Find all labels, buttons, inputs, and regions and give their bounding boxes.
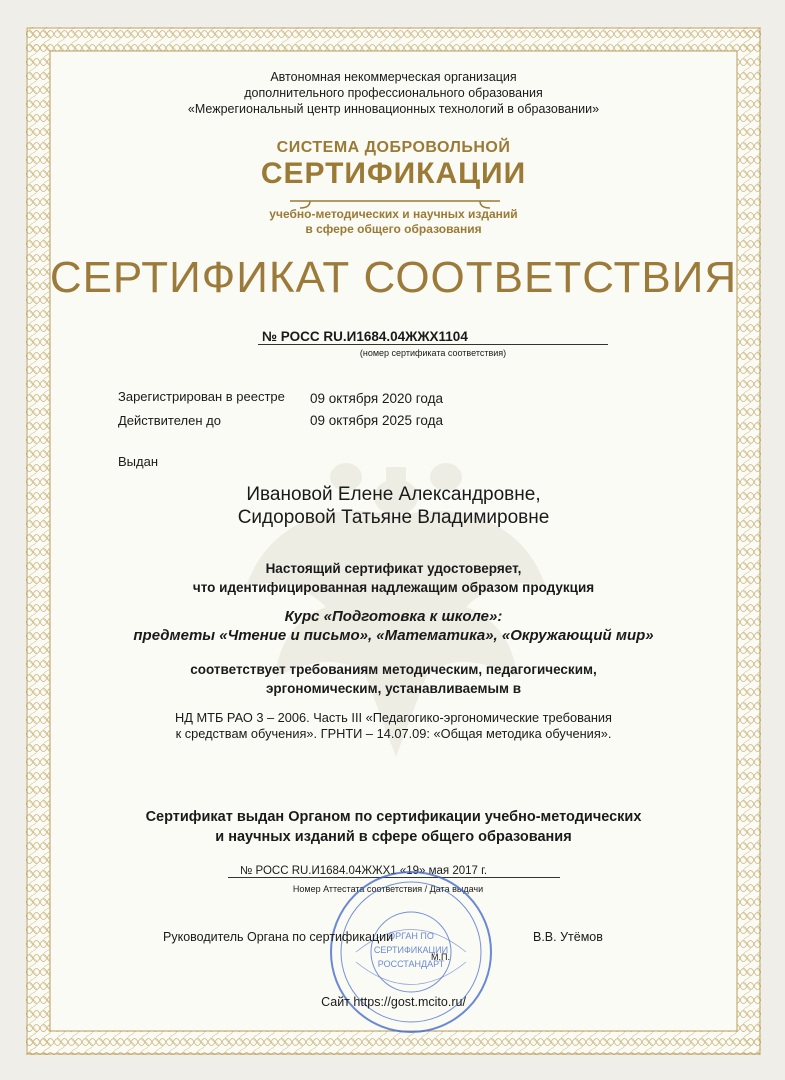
complies-line: соответствует требованиям методическим, педагогическим, bbox=[190, 662, 597, 677]
logo-subtitle-line1: учебно-методических и научных изданий bbox=[269, 207, 518, 221]
issuing-body bbox=[26, 807, 761, 847]
svg-text:ОРГАН ПО: ОРГАН ПО bbox=[388, 931, 434, 941]
valid-until-date: 09 октября 2025 года bbox=[310, 413, 443, 428]
complies-line: эргономическим, устанавливаемым в bbox=[265, 681, 522, 696]
issued-to-label: Выдан bbox=[118, 454, 159, 469]
product-line: предметы «Чтение и письмо», «Математика», «Окружающий мир» bbox=[133, 627, 654, 644]
organization-header bbox=[26, 69, 761, 117]
svg-text:РОССТАНДАРТ: РОССТАНДАРТ bbox=[377, 959, 445, 969]
logo-title-line1: СИСТЕМА ДОБРОВОЛЬНОЙ bbox=[276, 139, 511, 156]
registered-date: 09 октября 2020 года bbox=[310, 391, 443, 406]
certifies-text bbox=[26, 559, 761, 597]
certifies-line: Настоящий сертификат удостоверяет, bbox=[265, 561, 522, 576]
recipient-name: Сидоровой Татьяне Владимировне bbox=[237, 507, 550, 528]
standard-line: к средствам обучения». ГРНТИ – 14.07.09: «Общая методика обучения». bbox=[175, 726, 612, 741]
org-line: дополнительного профессионального образования bbox=[244, 86, 543, 100]
certificate-number-caption: (номер сертификата соответствия) bbox=[359, 348, 507, 358]
certificate-number: № РОСС RU.И1684.04ЖЖХ1104 bbox=[258, 329, 608, 345]
org-line: «Межрегиональный центр инновационных технологий в образовании» bbox=[187, 102, 600, 116]
product-description bbox=[26, 607, 761, 645]
issuer-line: Сертификат выдан Органом по сертификации учебно-методических bbox=[145, 809, 642, 825]
complies-text bbox=[26, 660, 761, 698]
certifies-line: что идентифицированная надлежащим образом продукция bbox=[192, 580, 595, 595]
website-url: Сайт https://gost.mcito.ru/ bbox=[321, 995, 466, 1009]
attestation-number: № РОСС RU.И1684.04ЖЖХ1 «19» мая 2017 г. bbox=[228, 865, 560, 878]
registered-label: Зарегистрирован в реестре bbox=[118, 389, 285, 404]
valid-until-label: Действителен до bbox=[118, 413, 221, 428]
standard-line: НД МТБ РАО 3 – 2006. Часть III «Педагогико-эргономические требования bbox=[175, 710, 612, 725]
logo-subtitle-line2: в сфере общего образования bbox=[305, 222, 482, 236]
attestation-caption: Номер Аттестата соответствия / Дата выдачи bbox=[292, 884, 484, 894]
standard-reference bbox=[26, 710, 761, 742]
round-stamp-seal bbox=[326, 867, 496, 1037]
seal-place-label: М.П. bbox=[431, 952, 450, 962]
recipients bbox=[26, 483, 761, 529]
issuer-line: и научных изданий в сфере общего образования bbox=[215, 829, 572, 845]
signatory-name: В.В. Утёмов bbox=[533, 930, 603, 944]
logo-title-line2: СЕРТИФИКАЦИИ bbox=[260, 157, 527, 190]
svg-text:СЕРТИФИКАЦИИ: СЕРТИФИКАЦИИ bbox=[373, 945, 449, 955]
certificate-title: СЕРТИФИКАТ СООТВЕТСТВИЯ bbox=[49, 253, 738, 302]
org-line: Автономная некоммерческая организация bbox=[270, 70, 517, 84]
recipient-name: Ивановой Елене Александровне, bbox=[246, 484, 541, 505]
product-line: Курс «Подготовка к школе»: bbox=[284, 608, 503, 625]
signatory-title: Руководитель Органа по сертификации bbox=[163, 930, 394, 944]
certificate-page bbox=[26, 27, 761, 1055]
